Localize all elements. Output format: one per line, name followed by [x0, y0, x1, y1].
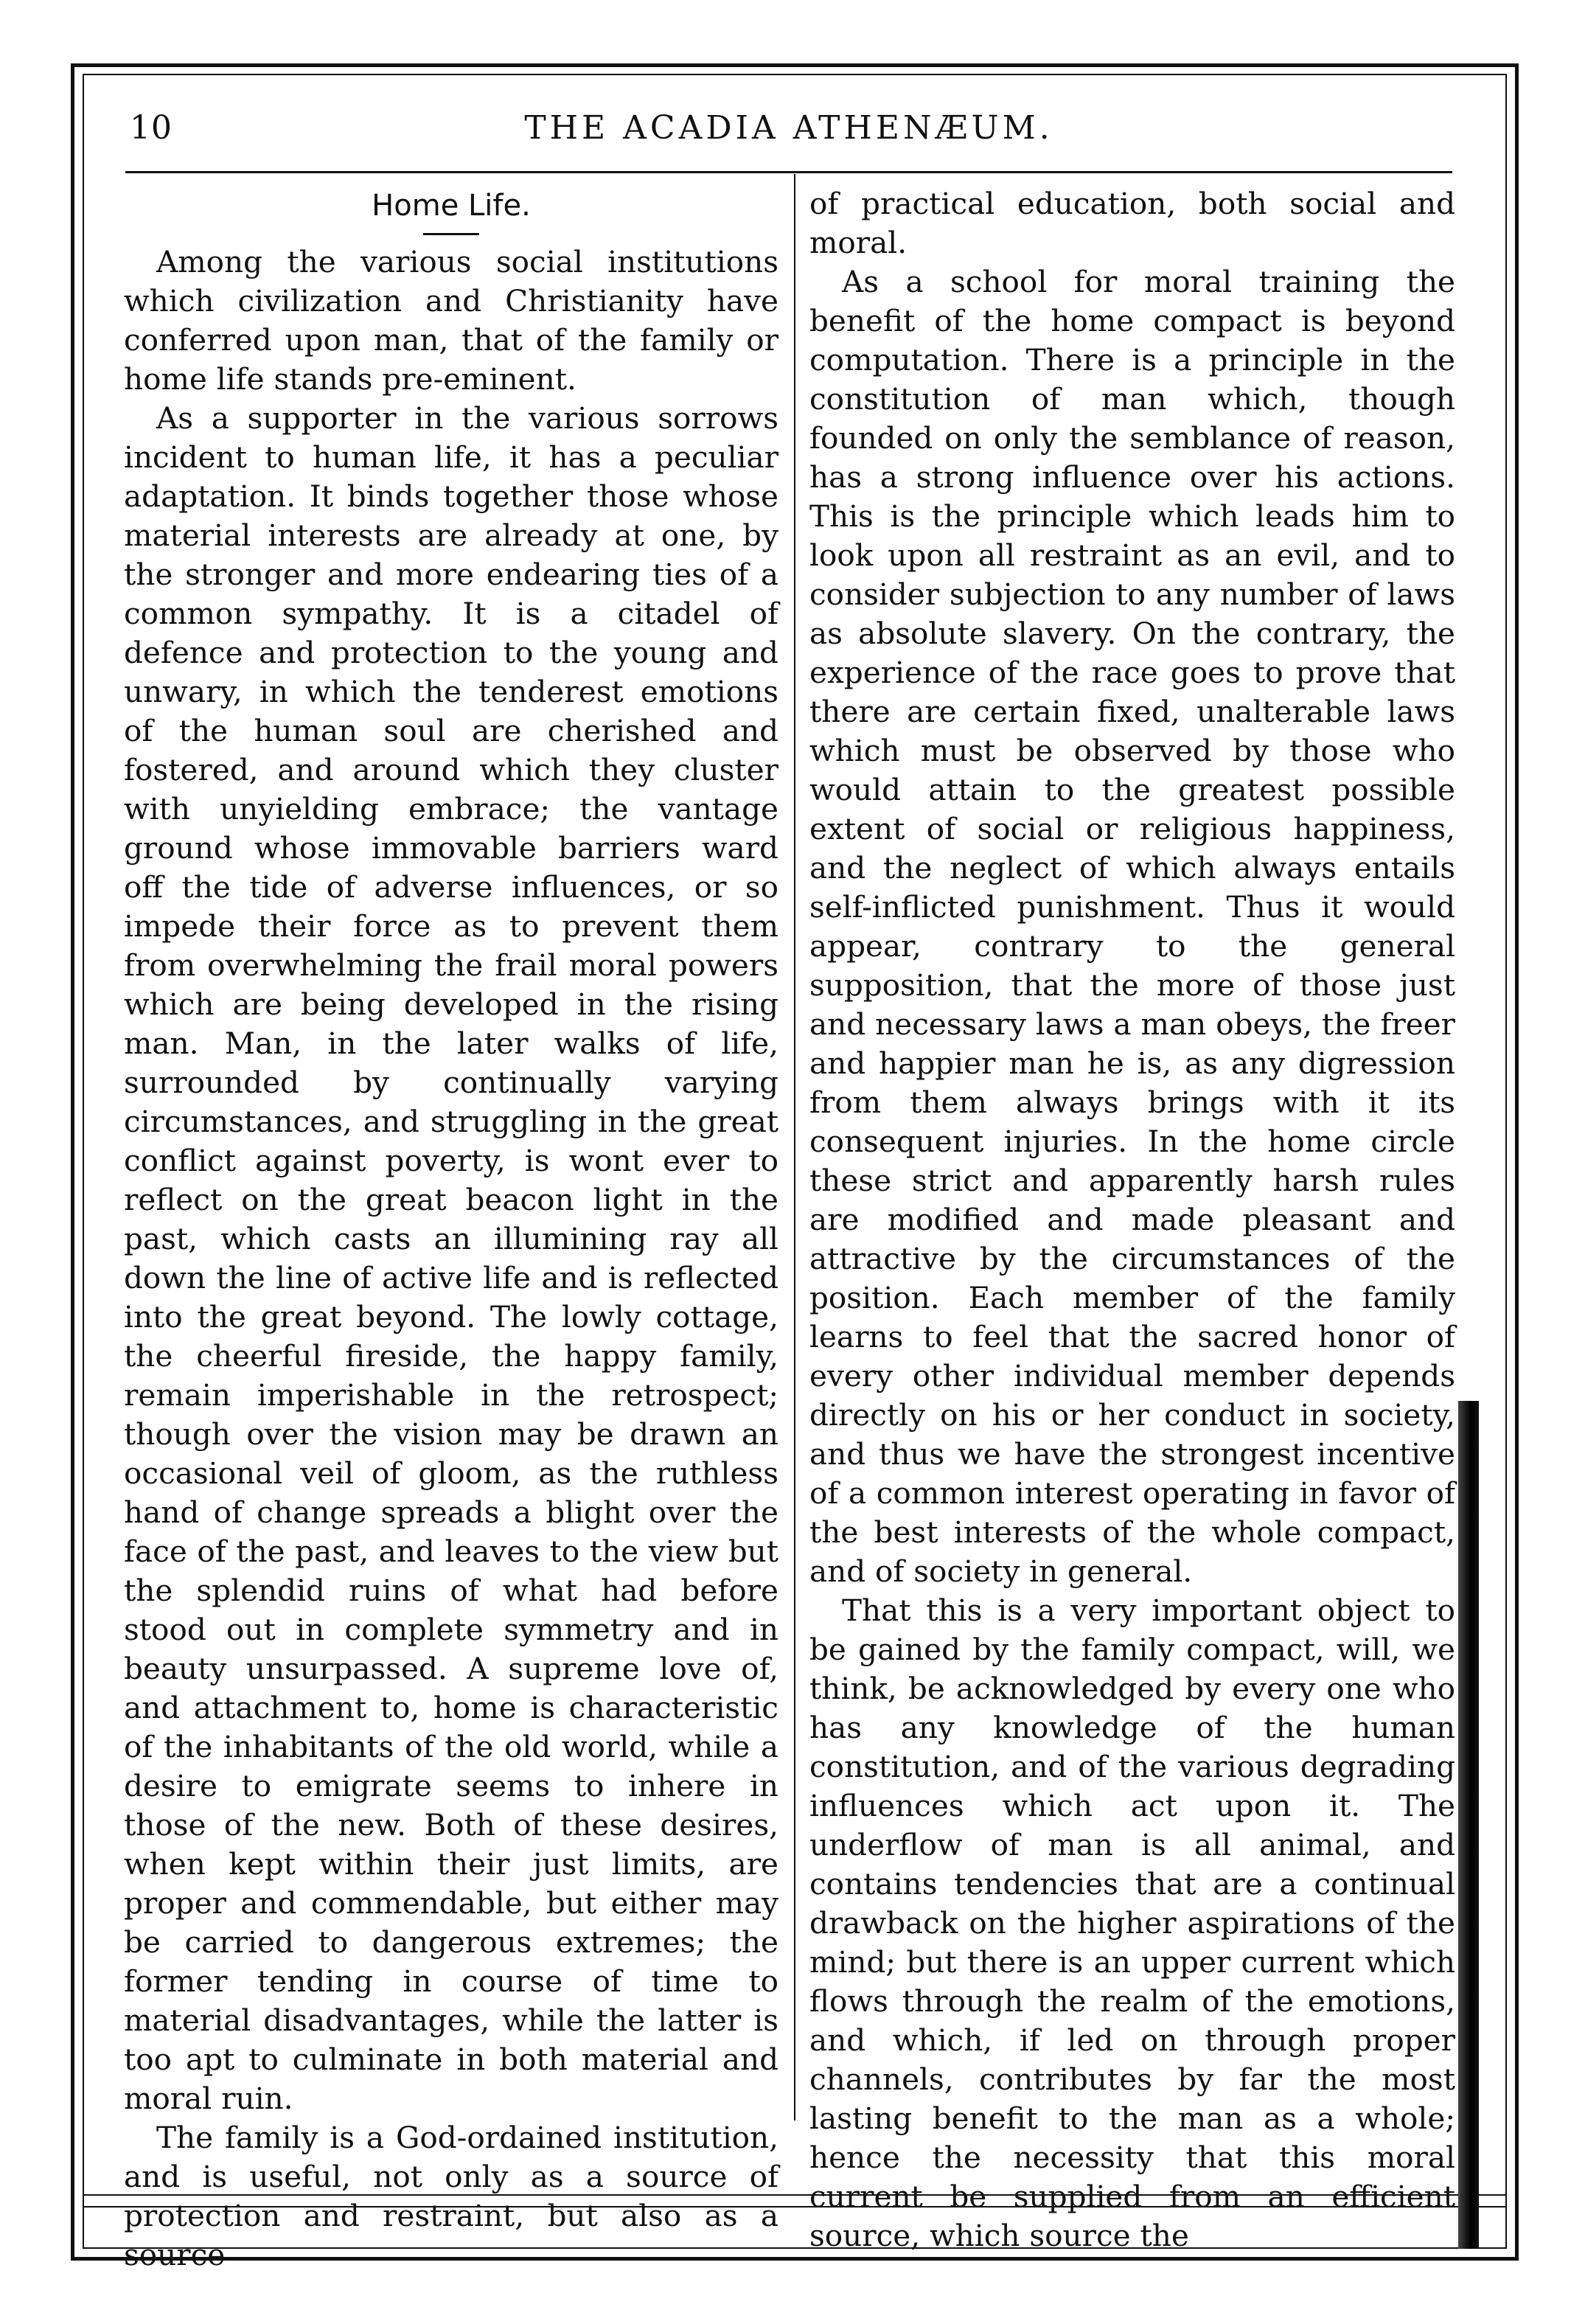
article-title: Home Life. — [372, 189, 531, 223]
column-divider — [794, 174, 795, 2121]
paragraph: That this is a very important object to be gained by the family compact, will, we think, be acknowledged by every one who has any knowledge of the human constitution, and of the various degrading influences which act upon it. The underflow of man is all animal, and contains tendencies that are a continual drawback on the higher aspirations of the mind; but there is an upper current which flows through the realm of the emotions, and which, if led on through proper channels, contributes by far the most lasting benefit to the man as a whole; hence the necessity that this moral current be supplied from an efficient source, which source the — [809, 1593, 1455, 2253]
page-number: 10 — [130, 109, 173, 147]
paragraph: As a supporter in the various sorrows incident to human life, it has a peculiar adaptation. It binds together those whose material interests are already at one, by the stronger and more endearing ties of a common sympathy. It is a citadel of defence and protection to the young and unwary, in which the tenderest emotions of the human soul are cherished and fostered, and around which they cluster with unyielding embrace; the vantage ground whose immovable barriers ward off the tide of adverse influences, or so impede their force as to prevent them from overwhelming the frail moral powers which are being developed in the rising man. Man, in the later walks of life, surrounded by continually varying circumstances, and struggling in the great conflict against poverty, is wont ever to reflect on the great beacon light in the past, which casts an illumining ray all down the line of active life and is reflected into the great beyond. The lowly cottage, the cheerful fireside, the happy family, remain imperishable in the retrospect; though over the vision may be drawn an occasional veil of gloom, as the ruthless hand of change spreads a blight over the face of the past, and leaves to the view but the splendid ruins of what had before stood out in complete symmetry and in beauty unsurpassed. A supreme love of, and attachment to, home is characteristic of the inhabitants of the old world, while a desire to emigrate seems to inhere in those of the new. Both of these desires, when kept within their just limits, are proper and commendable, but either may be carried to dangerous extremes; the former tending in course of time to material disadvantages, while the latter is too apt to culminate in both material and moral ruin. — [124, 400, 778, 2116]
journal-title: THE ACADIA ATHENÆUM. — [524, 109, 1053, 147]
paragraph: The family is a God-ordained institution, and is useful, not only as a source of protection and restraint, but also as a source — [124, 2120, 778, 2272]
paragraph: As a school for moral training the benefit of the home compact is beyond computation. There is a principle in the constitution of man which, though founded on only the semblance of reason, has a strong influence over his actions. This is the principle which leads him to look upon all restraint as an evil, and to consider subjection to any number of laws as absolute slavery. On the contrary, the experience of the race goes to prove that there are certain fixed, unalterable laws which must be observed by those who would attain to the greatest possible extent of social or religious happiness, and the neglect of which always entails self-inflicted punishment. Thus it would appear, contrary to the general supposition, that the more of those just and necessary laws a man obeys, the freer and happier man he is, as any digression from them always brings with it its consequent injuries. In the home circle these strict and apparently harsh rules are modified and made pleasant and attractive by the circumstances of the position. Each member of the family learns to feel that the sacred honor of every other individual member depends directly on his or her conduct in society, and thus we have the strongest incentive of a common interest operating in favor of the best interests of the whole compact, and of society in general. — [809, 264, 1455, 1589]
right-column-text — [809, 184, 1455, 2255]
binding-shadow — [1458, 1401, 1479, 2249]
paragraph: Among the various social institutions which civilization and Christianity have conferred upon man, that of the family or home life stands pre-eminent. — [124, 244, 778, 397]
bottom-rule-double — [83, 2206, 1507, 2208]
bottom-rule — [83, 2194, 1507, 2196]
paragraph: of practical education, both social and moral. — [809, 186, 1455, 260]
title-rule — [423, 233, 479, 235]
right-column — [809, 184, 1455, 2253]
left-column — [124, 184, 778, 2272]
left-column-text — [124, 243, 778, 2275]
header-rule — [125, 171, 1452, 173]
page-header — [125, 109, 1452, 168]
